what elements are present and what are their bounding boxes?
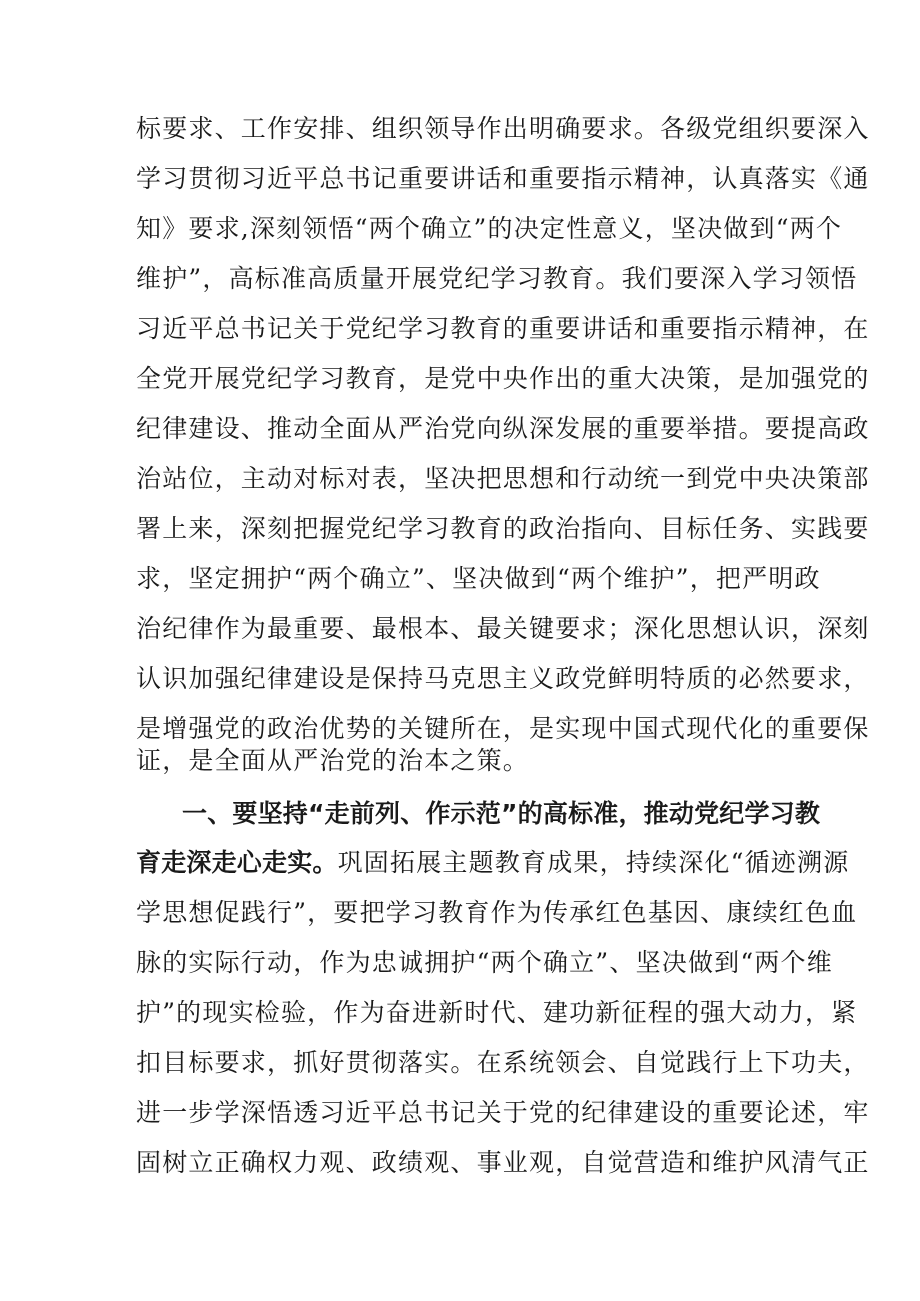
paragraph-line: 脉的实际行动，作为忠诚拥护“两个确立”、坚决做到“两个维 — [136, 948, 833, 977]
paragraph-line: 护”的现实检验，作为奋进新时代、建功新征程的强大动力，紧 — [136, 998, 858, 1027]
paragraph-line: 治站位，主动对标对表，坚决把思想和行动统一到党中央决策部 — [136, 464, 870, 493]
paragraph-line: 学思想促践行”，要把学习教育作为传承红色基因、康续红色血 — [136, 898, 858, 927]
paragraph-line: 全党开展党纪学习教育，是党中央作出的重大决策，是加强党的 — [136, 364, 870, 393]
paragraph-text: 巩固拓展主题教育成果，持续深化“循迹溯源 — [337, 848, 850, 877]
paragraph-line: 扣目标要求，抓好贯彻落实。在系统领会、自觉践行上下功夫， — [136, 1048, 870, 1077]
paragraph-line: 进一步学深悟透习近平总书记关于党的纪律建设的重要论述，牢 — [136, 1098, 870, 1127]
paragraph-line: 学习贯彻习近平总书记重要讲话和重要指示精神，认真落实《通 — [136, 164, 870, 193]
paragraph-line: 纪律建设、推动全面从严治党向纵深发展的重要举措。要提高政 — [136, 414, 870, 443]
paragraph-line: 维护”，高标准高质量开展党纪学习教育。我们要深入学习领悟 — [136, 264, 858, 293]
paragraph-line: 标要求、工作安排、组织领导作出明确要求。各级党组织要深入 — [136, 114, 870, 143]
paragraph-line: 固树立正确权力观、政绩观、事业观，自觉营造和维护风清气正 — [136, 1148, 870, 1177]
paragraph-line: 署上来，深刻把握党纪学习教育的政治指向、目标任务、实践要 — [136, 514, 870, 543]
section-heading-tail: 育走深走心走实。 — [136, 848, 338, 877]
paragraph-line: 治纪律作为最重要、最根本、最关键要求；深化思想认识，深刻 — [136, 614, 870, 643]
paragraph-line: 知》要求,深刻领悟“两个确立”的决定性意义，坚决做到“两个 — [136, 214, 843, 243]
paragraph-line: 是增强党的政治优势的关键所在，是实现中国式现代化的重要保 — [136, 714, 870, 743]
section-heading-line: 一、要坚持“走前列、作示范”的高标准，推动党纪学习教 — [182, 799, 821, 828]
paragraph-line: 认识加强纪律建设是保持马克思主义政党鲜明特质的必然要求， — [136, 664, 870, 693]
paragraph-line: 证，是全面从严治党的治本之策。 — [136, 746, 530, 775]
paragraph-line: 求，坚定拥护“两个确立”、坚决做到“两个维护”，把严明政 — [136, 564, 821, 593]
paragraph-line: 习近平总书记关于党纪学习教育的重要讲话和重要指示精神，在 — [136, 314, 870, 343]
paragraph-line — [136, 843, 850, 883]
